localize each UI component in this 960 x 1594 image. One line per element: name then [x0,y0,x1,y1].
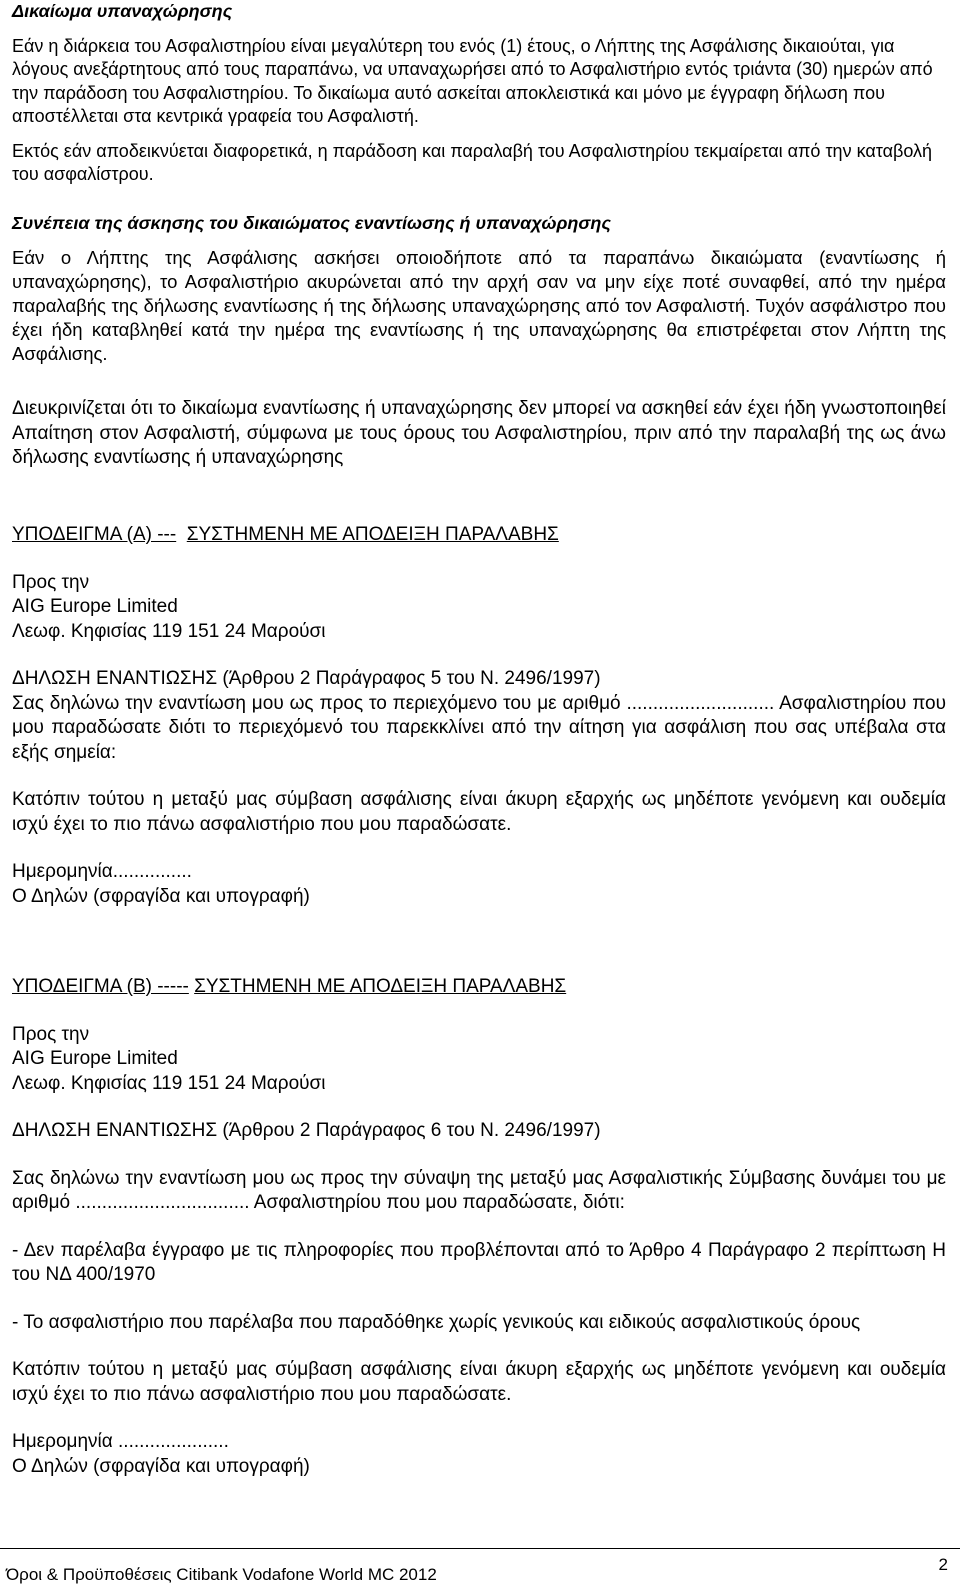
section-heading: Δικαίωμα υπαναχώρησης [12,1,233,21]
section-withdrawal-right [12,0,946,198]
paragraph: Εκτός εάν αποδεικνύεται διαφορετικά, η παράδοση και παραλαβή του Ασφαλιστηρίου τεκμαίρεται από την καταβολή του ασφαλίστρου. [12,140,933,184]
sample-a [12,523,946,909]
section-consequences [12,212,946,377]
recipient-to: Προς την [12,1023,90,1045]
declaration-reason: - Δεν παρέλαβα έγγραφο με τις πληροφορίες που προβλέπονται από το Άρθρο 4 Παράγραφο 2 περίπτωση Η του ΝΔ 400/1970 [12,1239,946,1285]
sample-b [12,975,946,1479]
registered-mail-label: ΣΥΣΤΗΜΕΝΗ ΜΕ ΑΠΟΔΕΙΞΗ ΠΑΡΑΛΑΒΗΣ [186,524,559,545]
sample-title [12,975,946,1000]
date-line: Ημερομηνία ..................... [12,1431,229,1452]
recipient-to: Προς την [12,571,90,593]
clarification-note [12,397,946,471]
paragraph: Εάν η διάρκεια του Ασφαλιστηρίου είναι μεγαλύτερη του ενός (1) έτους, ο Λήπτης της Ασφάλισης δικαιούται, για λόγους ανεξάρτητους από τους παραπάνω, να υπαναχωρήσει από το Ασφαλιστήριο εντός τριάντα (30) ημερών από την παράδοση του Ασφαλιστηρίου. Το δικαίωμα αυτό ασκείται αποκλειστικά και μόνο με έγγραφη δήλωση που αποστέλλεται στα κεντρικά γραφεία του Ασφαλιστή. [12,35,933,126]
declaration-body: Σας δηλώνω την εναντίωση μου ως προς το περιεχόμενο του με αριθμό ............................ Ασφαλιστηρίου που μου παραδώσατε διότι το περιεχόμενό του παρεκκλίνει από την αίτηση για ασφάλιση που σας υπέβαλα στα εξής σημεία: [12,692,946,763]
page-footer [0,1548,960,1594]
recipient-address [12,571,946,645]
declaration-reason: - Το ασφαλιστήριο που παρέλαβα που παραδόθηκε χωρίς γενικούς και ειδικούς ασφαλιστικούς όρους [12,1311,861,1333]
footer-text: Όροι & Προϋποθέσεις Citibank Vodafone World MC 2012 [6,1565,437,1584]
recipient-street: Λεωφ. Κηφισίας 119 151 24 Μαρούσι [12,620,326,642]
sample-label: ΥΠΟΔΕΙΓΜΑ (Α) --- [12,524,177,545]
recipient-company: AIG Europe Limited [12,1048,178,1069]
section-heading: Συνέπεια της άσκησης του δικαιώματος εναντίωσης ή υπαναχώρησης [12,213,611,233]
declaration-title: ΔΗΛΩΣΗ ΕΝΑΝΤΙΩΣΗΣ (Άρθρου 2 Παράγραφος 5 του Ν. 2496/1997) [12,668,601,689]
sample-title [12,523,946,548]
signature-line: Ο Δηλών (σφραγίδα και υπογραφή) [12,1455,310,1477]
sample-label: ΥΠΟΔΕΙΓΜΑ (Β) ----- [12,976,189,997]
declaration-title: ΔΗΛΩΣΗ ΕΝΑΝΤΙΩΣΗΣ (Άρθρου 2 Παράγραφος 6 του Ν. 2496/1997) [12,1120,601,1141]
page-number: 2 [938,1555,948,1574]
registered-mail-label: ΣΥΣΤΗΜΕΝΗ ΜΕ ΑΠΟΔΕΙΞΗ ΠΑΡΑΛΑΒΗΣ [194,976,567,997]
date-line: Ημερομηνία............... [12,861,192,882]
paragraph: Εάν ο Λήπτης της Ασφάλισης ασκήσει οποιοδήποτε από τα παραπάνω δικαιώματα (εναντίωσης ή υπαναχώρησης), το Ασφαλιστήριο ακυρώνεται από την αρχή σαν να μην είχε ποτέ συναφθεί, από την ημέρα παραλαβής της δήλωσης εναντίωσης ή της δήλωσης υπαναχώρησης από τον Ασφαλιστή. Τυχόν ασφάλιστρο που έχει ήδη καταβληθεί κατά την ημέρα της εναντίωσης ή της υπαναχώρησης θα επιστρέφεται στον Λήπτη της Ασφάλισης. [12,246,946,364]
declaration-consequence: Κατόπιν τούτου η μεταξύ μας σύμβαση ασφάλισης είναι άκυρη εξαρχής ως μηδέποτε γενόμενη και ουδεμία ισχύ έχει το πιο πάνω ασφαλιστήριο που μου παραδώσατε. [12,789,946,835]
paragraph: Διευκρινίζεται ότι το δικαίωμα εναντίωσης ή υπαναχώρησης δεν μπορεί να ασκηθεί εάν έχει ήδη γνωστοποιηθεί Απαίτηση στον Ασφαλιστή, σύμφωνα με τους όρους του Ασφαλιστηρίου, πριν από την παραλαβή της ως άνω δήλωσης εναντίωσης ή υπαναχώρησης [12,398,946,468]
declaration-consequence: Κατόπιν τούτου η μεταξύ μας σύμβαση ασφάλισης είναι άκυρη εξαρχής ως μηδέποτε γενόμενη και ουδεμία ισχύ έχει το πιο πάνω ασφαλιστήριο που μου παραδώσατε. [12,1359,946,1405]
recipient-company: AIG Europe Limited [12,596,178,617]
recipient-street: Λεωφ. Κηφισίας 119 151 24 Μαρούσι [12,1072,326,1094]
declaration-body: Σας δηλώνω την εναντίωση μου ως προς την σύναψη της μεταξύ μας Ασφαλιστικής Σύμβασης δυνάμει του με αριθμό ................................. Ασφαλιστηρίου που μου παραδώσατε, διότι: [12,1167,946,1213]
signature-line: Ο Δηλών (σφραγίδα και υπογραφή) [12,885,310,907]
recipient-address [12,1023,946,1097]
